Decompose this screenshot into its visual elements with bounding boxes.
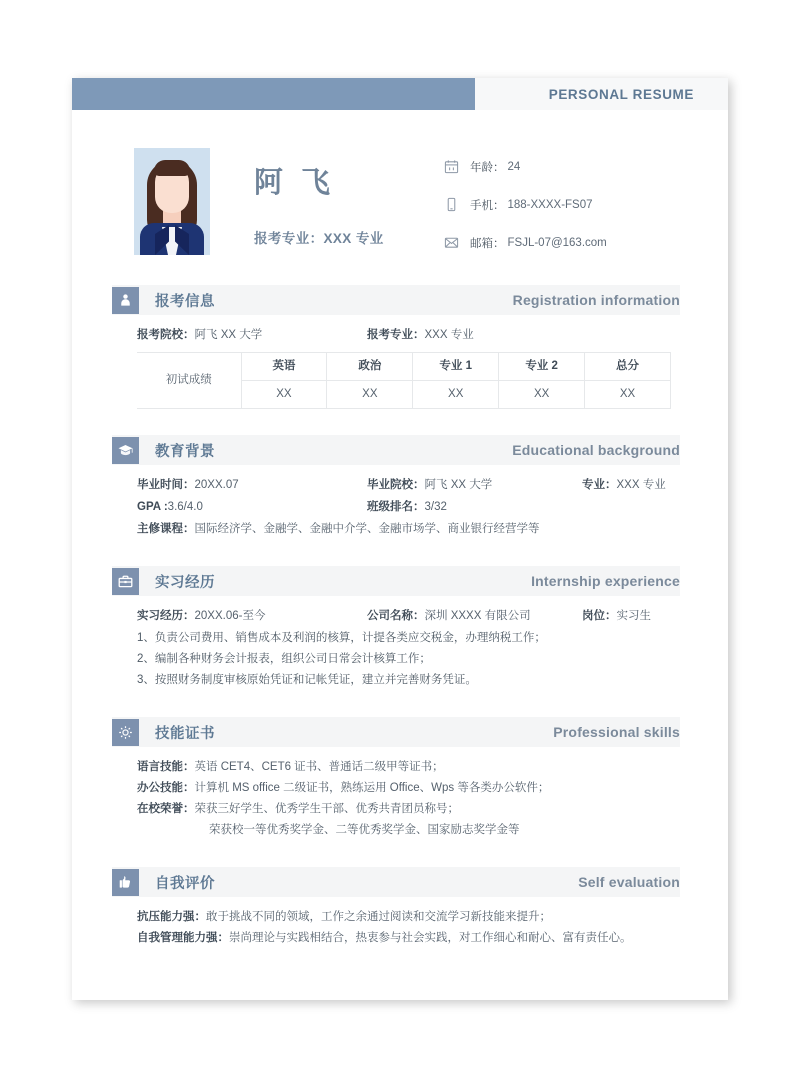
briefcase-icon (112, 568, 139, 595)
position-label: 岗位： (582, 610, 617, 622)
education-major-field (582, 475, 666, 496)
age-label: 年龄： (470, 161, 505, 174)
registration-major-value: XXX 专业 (424, 329, 474, 341)
section-registration (72, 285, 728, 409)
spacer-2 (72, 540, 728, 566)
phone-icon (444, 197, 459, 212)
score-header-english: 英语 (241, 353, 327, 381)
graduation-school-field (367, 475, 582, 496)
email-icon (444, 235, 459, 250)
section-title-en-internship: Internship experience (531, 573, 680, 589)
calendar-icon (444, 159, 459, 174)
section-body-internship (112, 606, 680, 691)
spacer-4 (72, 841, 728, 867)
company-field (367, 606, 582, 627)
section-body-education (112, 475, 680, 540)
evaluation-item-2 (137, 928, 680, 949)
section-skills (72, 717, 728, 841)
score-value-english: XX (241, 381, 327, 409)
section-title-en-education: Educational background (512, 442, 680, 458)
education-major-value: XXX 专业 (616, 479, 666, 491)
internship-period-label: 实习经历： (137, 610, 195, 622)
language-skill-value: 英语 CET4、CET6 证书、普通话二级甲等证书； (194, 761, 444, 773)
section-title-en-registration: Registration information (512, 292, 680, 308)
header-title-area (475, 78, 728, 110)
thumbs-up-icon (112, 869, 139, 896)
applied-school-field (137, 325, 367, 346)
section-title-cn-skills: 技能证书 (155, 725, 215, 742)
internship-bullet-3: 3、按照财务制度审核原始凭证和记帐凭证，建立并完善财务凭证。 (137, 674, 477, 686)
spacer-3 (72, 691, 728, 717)
score-header-politics: 政治 (327, 353, 413, 381)
score-value-major1: XX (413, 381, 499, 409)
internship-period-value: 20XX.06-至今 (194, 610, 266, 622)
section-title-en-evaluation: Self evaluation (578, 874, 680, 890)
contact-row-email (444, 235, 607, 251)
education-row-2 (137, 497, 680, 518)
contact-row-age (444, 159, 607, 175)
registration-info-row (137, 325, 680, 346)
company-value: 深圳 XXXX 有限公司 (424, 610, 531, 622)
section-header-evaluation (112, 867, 680, 897)
section-education (72, 435, 728, 540)
email-value: FSJL-07@163.com (507, 236, 607, 249)
table-row-headers (137, 353, 671, 381)
contact-row-phone (444, 197, 607, 213)
evaluation-item-1-label: 抗压能力强： (137, 911, 206, 923)
registration-major-label: 报考专业： (367, 329, 425, 341)
section-header-registration (112, 285, 680, 315)
courses-value: 国际经济学、金融学、金融中介学、金融市场学、商业银行经营学等 (194, 523, 540, 535)
score-value-total: XX (585, 381, 671, 409)
courses-field (137, 519, 680, 540)
graduation-time-field (137, 475, 367, 496)
section-header-skills (112, 717, 680, 747)
office-skill-field (137, 778, 680, 799)
gpa-field (137, 497, 367, 518)
graduation-time-label: 毕业时间： (137, 479, 195, 491)
phone-label: 手机： (470, 199, 505, 212)
profile-header (72, 110, 728, 285)
section-header-education (112, 435, 680, 465)
honor-label: 在校荣誉： (137, 803, 195, 815)
section-title-cn-internship: 实习经历 (155, 574, 215, 591)
avatar-fringe (154, 160, 190, 176)
position-value: 实习生 (616, 610, 651, 622)
section-body-registration (112, 325, 680, 409)
graduation-cap-icon (112, 437, 139, 464)
class-rank-value: 3/32 (424, 501, 447, 513)
honor-field (137, 799, 680, 820)
company-label: 公司名称： (367, 610, 425, 622)
section-title-cn-evaluation: 自我评价 (155, 875, 215, 892)
person-badge-icon (112, 287, 139, 314)
graduation-school-value: 阿飞 XX 大学 (424, 479, 493, 491)
gear-icon (112, 719, 139, 746)
internship-meta-row (137, 606, 680, 627)
section-evaluation (72, 867, 728, 949)
score-table (137, 352, 671, 409)
section-header-internship (112, 566, 680, 596)
office-skill-label: 办公技能： (137, 782, 195, 794)
registration-major-field (367, 325, 474, 346)
score-row-label: 初试成绩 (137, 353, 241, 409)
avatar (134, 148, 210, 255)
education-major-label: 专业： (582, 479, 617, 491)
applied-major-line (254, 227, 434, 247)
class-rank-field (367, 497, 447, 518)
education-row-1 (137, 475, 680, 496)
section-internship (72, 566, 728, 691)
honor-field-line2 (137, 820, 680, 841)
age-value: 24 (507, 160, 521, 173)
section-title-en-skills: Professional skills (553, 724, 680, 740)
contact-list (444, 153, 607, 251)
internship-period-field (137, 606, 367, 627)
honor-value-2: 荣获校一等优秀奖学金、二等优秀奖学金、国家励志奖学金等 (209, 824, 520, 836)
score-value-major2: XX (499, 381, 585, 409)
resume-page (72, 78, 728, 1000)
applied-school-value: 阿飞 XX 大学 (194, 329, 263, 341)
header-accent-block (72, 78, 475, 110)
class-rank-label: 班级排名： (367, 501, 425, 513)
candidate-name: 阿 飞 (254, 167, 336, 199)
section-title-cn-education: 教育背景 (155, 443, 215, 460)
score-header-major2: 专业 2 (499, 353, 585, 381)
courses-label: 主修课程： (137, 523, 195, 535)
position-field (582, 606, 651, 627)
honor-value: 荣获三好学生、优秀学生干部、优秀共青团员称号； (194, 803, 459, 815)
applied-major-label: 报考专业： (254, 231, 324, 246)
name-block (254, 156, 434, 247)
evaluation-item-2-value: 崇尚理论与实践相结合，热衷参与社会实践，对工作细心和耐心、富有责任心。 (229, 932, 632, 944)
section-body-evaluation (112, 907, 680, 949)
graduation-time-value: 20XX.07 (194, 479, 239, 491)
internship-bullet-2: 2、编制各种财务会计报表，组织公司日常会计核算工作； (137, 653, 431, 665)
gpa-label: GPA : (137, 501, 168, 513)
score-value-politics: XX (327, 381, 413, 409)
evaluation-item-1 (137, 907, 680, 928)
page-header-bar (72, 78, 728, 110)
email-label: 邮箱： (470, 237, 505, 250)
score-header-total: 总分 (585, 353, 671, 381)
gpa-value: 3.6/4.0 (167, 501, 203, 513)
graduation-school-label: 毕业院校： (367, 479, 425, 491)
score-header-major1: 专业 1 (413, 353, 499, 381)
evaluation-item-1-value: 敢于挑战不同的领域，工作之余通过阅读和交流学习新技能来提升； (206, 911, 551, 923)
internship-bullet-1: 1、负责公司费用、销售成本及利润的核算，计提各类应交税金，办理纳税工作； (137, 632, 546, 644)
language-skill-label: 语言技能： (137, 761, 195, 773)
language-skill-field (137, 757, 680, 778)
section-body-skills (112, 757, 680, 841)
applied-school-label: 报考院校： (137, 329, 195, 341)
section-title-cn-registration: 报考信息 (155, 293, 215, 310)
page-title: PERSONAL RESUME (548, 86, 694, 102)
spacer-1 (72, 409, 728, 435)
applied-major-value: XXX 专业 (323, 231, 384, 246)
evaluation-item-2-label: 自我管理能力强： (137, 932, 229, 944)
phone-value: 188-XXXX-FS07 (507, 198, 593, 211)
office-skill-value: 计算机 MS office 二级证书，熟练运用 Office、Wps 等各类办公软件； (194, 782, 550, 794)
